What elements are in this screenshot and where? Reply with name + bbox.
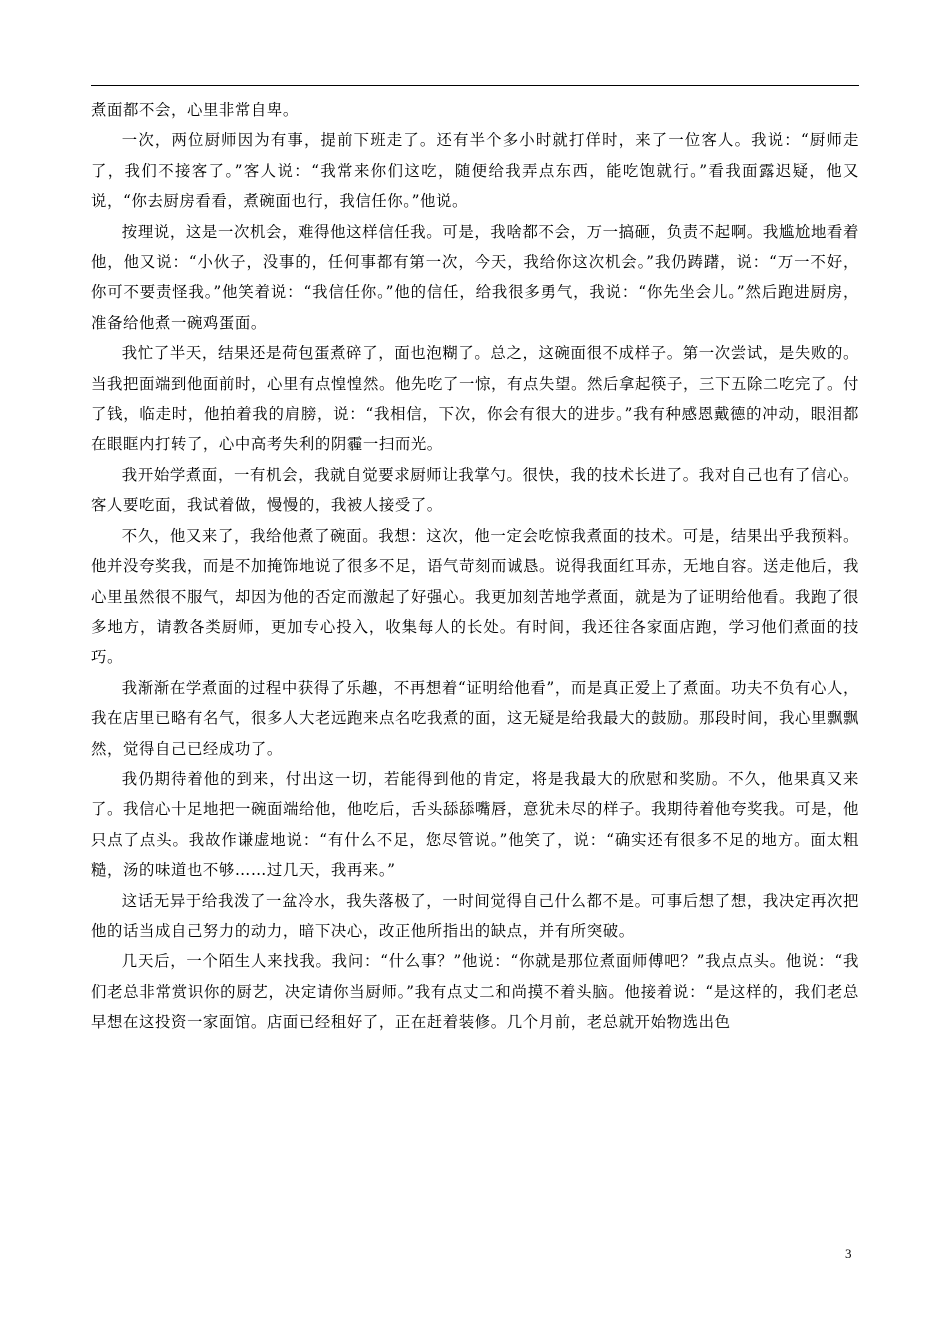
paragraph: 我开始学煮面，一有机会，我就自觉要求厨师让我掌勺。很快，我的技术长进了。我对自己也有了信心。客人要吃面，我试着做，慢慢的，我被人接受了。: [91, 465, 859, 515]
paragraph: 几天后，一个陌生人来找我。我问：“什么事？”他说：“你就是那位煮面师傅吧？”我点点头。他说：“我们老总非常赏识你的厨艺，决定请你当厨师。”我有点丈二和尚摸不着头脑。他接着说：“是这样的，我们老总早想在这投资一家面馆。店面已经租好了，正在赶着装修。几个月前，老总就开始物选出色: [91, 952, 859, 1032]
paragraph: 按理说，这是一次机会，难得他这样信任我。可是，我啥都不会，万一搞砸，负责不起啊。我尴尬地看着他，他又说：“小伙子，没事的，任何事都有第一次，今天，我给你这次机会。”我仍踌躇，说：“万一不好，你可不要责怪我。”他笑着说：“我信任你。”他的信任，给我很多勇气，我说：“你先坐会儿。”然后跑进厨房，准备给他煮一碗鸡蛋面。: [91, 222, 859, 332]
paragraph: 不久，他又来了，我给他煮了碗面。我想：这次，他一定会吃惊我煮面的技术。可是，结果出乎我预料。他并没夸奖我，而是不加掩饰地说了很多不足，语气苛刻而诚恳。说得我面红耳赤，无地自容。送走他后，我心里虽然很不服气，却因为他的否定而激起了好强心。我更加刻苦地学煮面，就是为了证明给他看。我跑了很多地方，请教各类厨师，更加专心投入，收集每人的长处。有时间，我还往各家面店跑，学习他们煮面的技巧。: [91, 526, 859, 667]
header-rule: [91, 85, 859, 86]
paragraph: 我忙了半天，结果还是荷包蛋煮碎了，面也泡糊了。总之，这碗面很不成样子。第一次尝试，是失败的。当我把面端到他面前时，心里有点惶惶然。他先吃了一惊，有点失望。然后拿起筷子，三下五除二吃完了。付了钱，临走时，他拍着我的肩膀，说：“我相信，下次，你会有很大的进步。”我有种感恩戴德的冲动，眼泪都在眼眶内打转了，心中高考失利的阴霾一扫而光。: [91, 344, 859, 454]
body-text: [91, 95, 859, 1038]
paragraph: 我渐渐在学煮面的过程中获得了乐趣，不再想着“证明给他看”，而是真正爱上了煮面。功夫不负有心人，我在店里已略有名气，很多人大老远跑来点名吃我煮的面，这无疑是给我最大的鼓励。那段时间，我心里飘飘然，觉得自己已经成功了。: [91, 678, 859, 758]
paragraph: 这话无异于给我泼了一盆冷水，我失落极了，一时间觉得自己什么都不是。可事后想了想，我决定再次把他的话当成自己努力的动力，暗下决心，改正他所指出的缺点，并有所突破。: [91, 891, 859, 940]
paragraph: 我仍期待着他的到来，付出这一切，若能得到他的肯定，将是我最大的欣慰和奖励。不久，他果真又来了。我信心十足地把一碗面端给他，他吃后，舌头舔舔嘴唇，意犹未尽的样子。我期待着他夸奖我。可是，他只点了点头。我故作谦虚地说：“有什么不足，您尽管说。”他笑了，说：“确实还有很多不足的地方。面太粗糙，汤的味道也不够……过几天，我再来。”: [91, 769, 859, 880]
paragraph: 一次，两位厨师因为有事，提前下班走了。还有半个多小时就打佯时，来了一位客人。我说：“厨师走了，我们不接客了。”客人说：“我常来你们这吃，随便给我弄点东西，能吃饱就行。”看我面露迟疑，他又说，“你去厨房看看，煮碗面也行，我信任你。”他说。: [91, 131, 859, 211]
paragraph: 煮面都不会，心里非常自卑。: [91, 101, 299, 119]
page-number: 3: [845, 1246, 852, 1261]
